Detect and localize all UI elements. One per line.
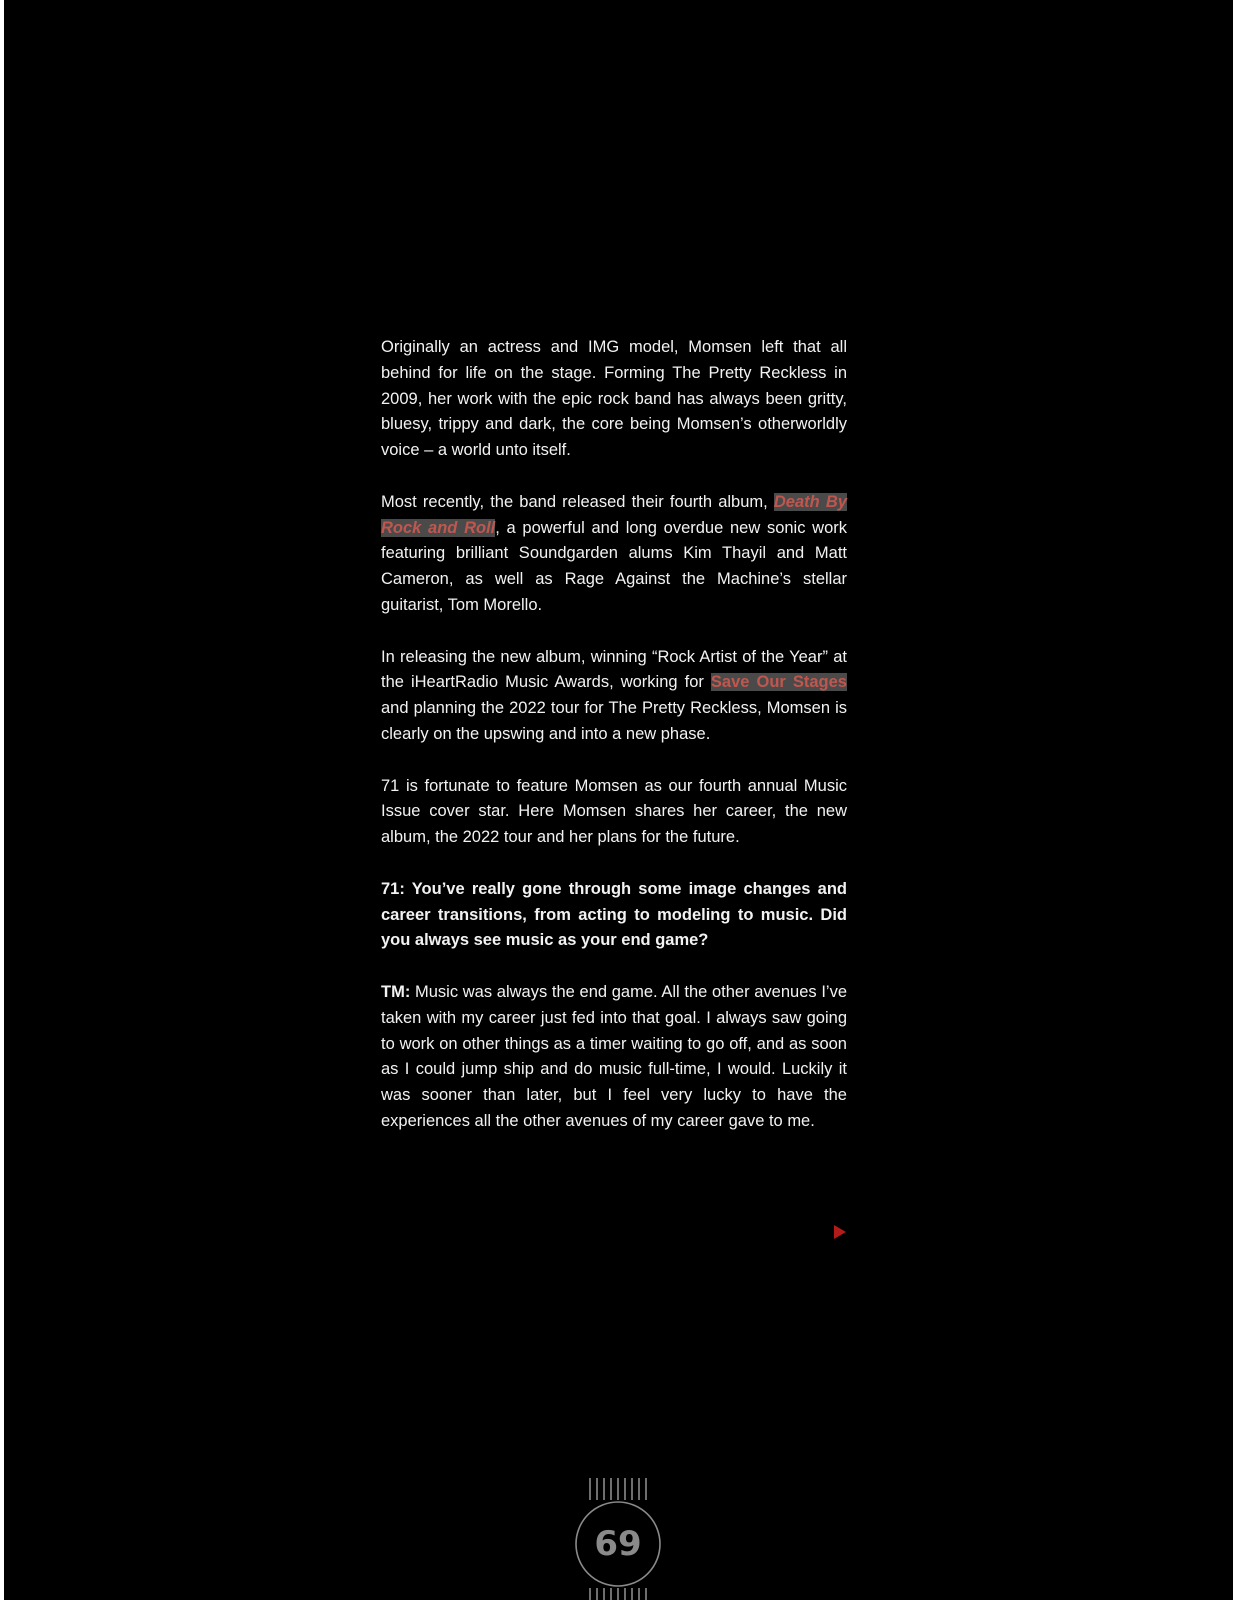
paragraph-feature: 71 is fortunate to feature Momsen as our fourth annual Music Issue cover star. Here Momsen shares her career, the new album, the 2022 tour and her plans for the future.	[381, 776, 847, 847]
answer-text: Music was always the end game. All the other avenues I’ve taken with my career just fed into that goal. I always saw going to work on other things as a timer waiting to go off, and as soon as I could jump ship and do music full-time, I would. Luckily it was sooner than later, but I feel very lucky to have the experiences all the other avenues of my career gave to me.	[381, 982, 847, 1130]
interview-question: 71: You’ve really gone through some image changes and career transitions, from acting to modeling to music. Did you always see music as your end game?	[381, 879, 847, 950]
article-column	[381, 335, 847, 1161]
paragraph-upswing-text-after: and planning the 2022 tour for The Pretty Reckless, Momsen is clearly on the upswing and into a new phase.	[381, 699, 847, 743]
paragraph-album-text-after: , a powerful and long overdue new sonic work featuring brilliant Soundgarden alums Kim Thayil and Matt Cameron, as well as Rage Against the Machine’s stellar guitarist, Tom Morello.	[381, 518, 848, 614]
paragraph-upswing-text-before: In releasing the new album, winning “Rock Artist of the Year” at the iHeartRadio Music Awards, working for	[381, 647, 847, 692]
interview-answer	[381, 980, 847, 1135]
page-folio	[572, 1478, 664, 1600]
paragraph-album-text-before: Most recently, the band released their fourth album,	[381, 492, 774, 511]
page-number: 69	[594, 1524, 642, 1564]
album-title-link[interactable]: Death By Rock and Roll	[381, 492, 847, 537]
paragraph-intro: Originally an actress and IMG model, Momsen left that all behind for life on the stage. Forming The Pretty Reckless in 2009, her work with the epic rock band has always been gritty, bluesy, trippy and dark, the core being Momsen’s otherworldly voice – a world unto itself.	[381, 338, 847, 460]
paragraph-album	[381, 490, 847, 619]
play-triangle-icon	[834, 1225, 846, 1239]
paragraph-upswing	[381, 645, 847, 748]
answer-speaker-label: TM:	[381, 982, 411, 1001]
save-our-stages-link[interactable]: Save Our Stages	[710, 673, 847, 692]
